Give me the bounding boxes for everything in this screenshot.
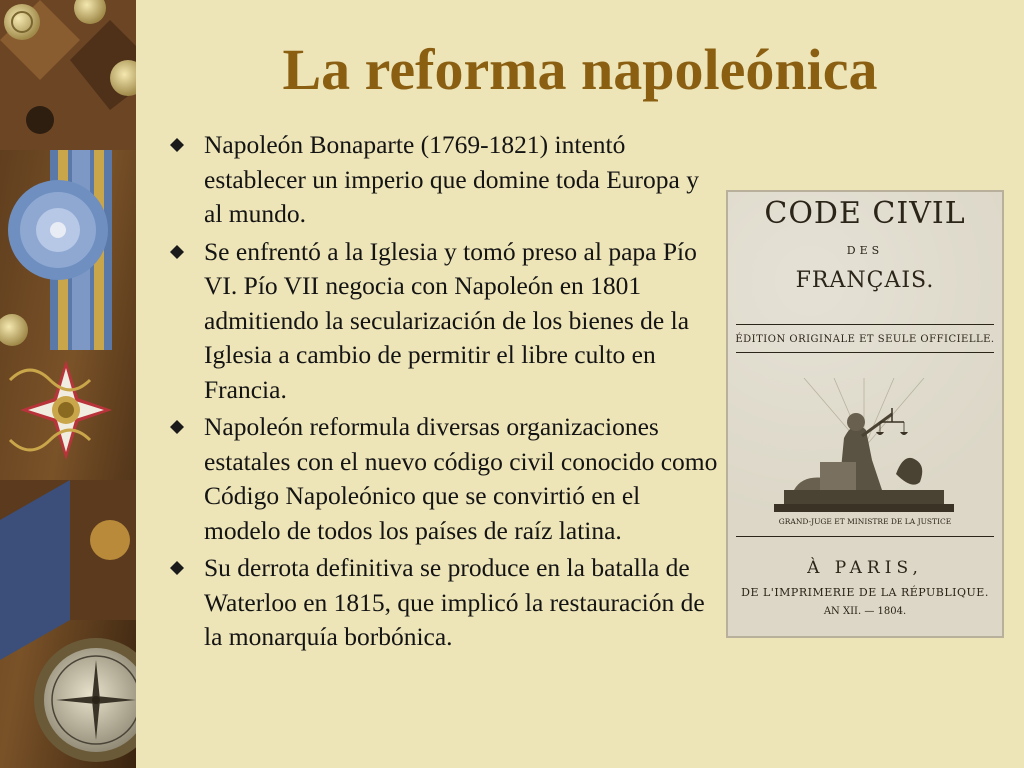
code-civil-des: DES [846, 244, 884, 257]
bullet-text: Napoleón reformula diversas organizaciones estatales con el nuevo código civil conocido como Código Napoleónico que se convirtió en el modelo de todos los países de raíz latina. [204, 412, 718, 545]
decorative-medals-image [0, 0, 136, 768]
divider [736, 324, 994, 325]
diamond-bullet-icon [170, 245, 184, 259]
diamond-bullet-icon [170, 138, 184, 152]
justice-engraving-icon [764, 378, 964, 518]
code-civil-francais: FRANÇAIS. [795, 268, 935, 293]
code-civil-year: AN XII. — 1804. [823, 606, 907, 617]
divider [736, 536, 994, 537]
bullet-text: Su derrota definitiva se produce en la batalla de Waterloo en 1815, que implicó la restauración de la monarquía borbónica. [204, 553, 705, 651]
diamond-bullet-icon [170, 561, 184, 575]
bullet-text: Napoleón Bonaparte (1769-1821) intentó establecer un imperio que domine toda Europa y al mundo. [204, 130, 699, 228]
code-civil-heading: CODE CIVIL [764, 196, 966, 231]
bullet-text: Se enfrentó a la Iglesia y tomó preso al papa Pío VI. Pío VII negocia con Napoleón en 1801 admitiendo la secularización de los bienes de la Iglesia a cambio de permitir el libre culto en Francia. [204, 236, 697, 404]
list-item [168, 551, 718, 655]
slide-title: La reforma napoleónica [282, 37, 878, 102]
code-civil-printer: DE L'IMPRIMERIE DE LA RÉPUBLIQUE. [741, 586, 989, 599]
list-item [168, 128, 718, 232]
code-civil-title-page-image [726, 190, 1004, 638]
diamond-bullet-icon [170, 420, 184, 434]
list-item [168, 410, 718, 548]
code-civil-edition: ÉDITION ORIGINALE ET SEULE OFFICIELLE. [735, 334, 995, 345]
code-civil-city: À PARIS, [807, 558, 923, 578]
code-civil-engraving-caption: GRAND-JUGE ET MINISTRE DE LA JUSTICE [778, 517, 952, 526]
bullet-list [168, 128, 718, 658]
divider [736, 352, 994, 353]
list-item [168, 235, 718, 408]
